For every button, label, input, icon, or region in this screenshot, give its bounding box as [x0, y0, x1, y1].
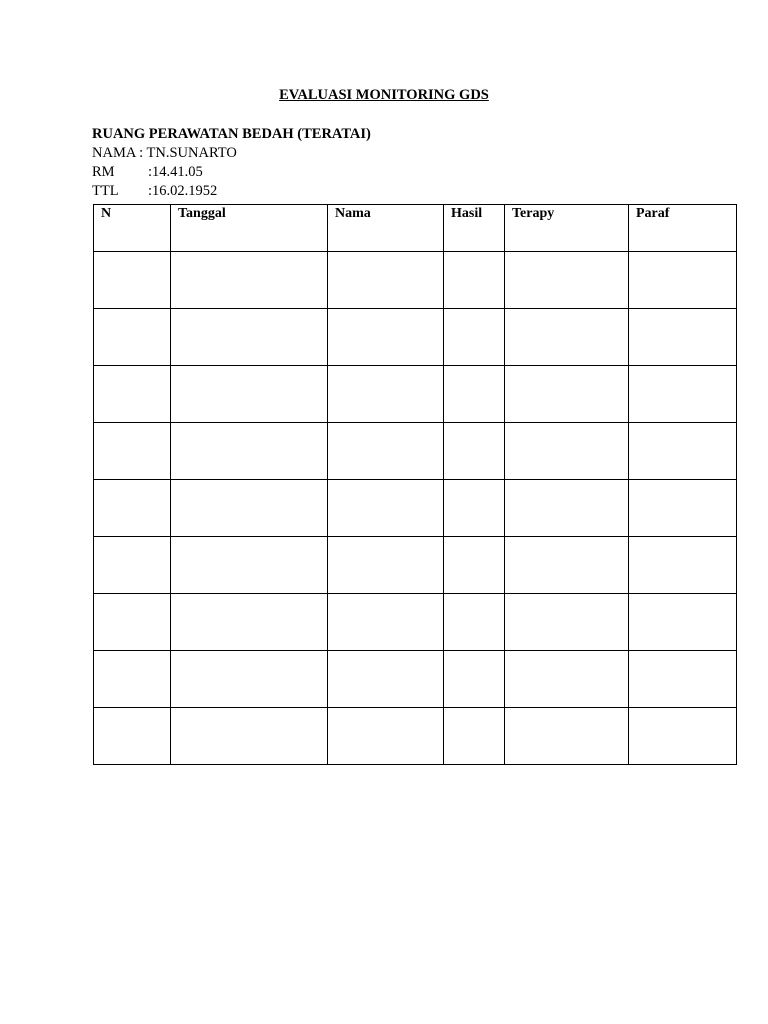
table-cell: [444, 708, 505, 765]
table-cell: [171, 309, 328, 366]
table-cell: [94, 309, 171, 366]
table-cell: [444, 252, 505, 309]
monitoring-table: [93, 204, 737, 765]
table-cell: [328, 423, 444, 480]
table-row: [94, 480, 737, 537]
table-cell: [171, 537, 328, 594]
table-row: [94, 252, 737, 309]
table-cell: [94, 708, 171, 765]
table-cell: [629, 651, 737, 708]
table-cell: [444, 480, 505, 537]
patient-name-row: [92, 144, 371, 163]
table-cell: [505, 252, 629, 309]
table-cell: [328, 366, 444, 423]
table-cell: [94, 594, 171, 651]
table-cell: [328, 537, 444, 594]
table-cell: [94, 423, 171, 480]
table-cell: [328, 708, 444, 765]
patient-rm-label: RM: [92, 164, 115, 180]
table-cell: [505, 423, 629, 480]
table-header-row: [94, 205, 737, 252]
table-cell: [629, 366, 737, 423]
table-cell: [444, 309, 505, 366]
table-cell: [171, 366, 328, 423]
table-cell: [505, 366, 629, 423]
patient-name-value: : TN.SUNARTO: [139, 145, 237, 161]
table-cell: [505, 651, 629, 708]
table-row: [94, 594, 737, 651]
table-cell: [94, 480, 171, 537]
table-cell: [94, 537, 171, 594]
table-row: [94, 309, 737, 366]
patient-info-block: [92, 125, 371, 201]
table-cell: [328, 594, 444, 651]
table-row: [94, 423, 737, 480]
table-cell: [94, 651, 171, 708]
patient-ttl-label: TTL: [92, 183, 119, 199]
patient-rm-value: :14.41.05: [148, 164, 203, 180]
table-cell: [444, 423, 505, 480]
table-cell: [629, 309, 737, 366]
patient-ttl-value: :16.02.1952: [148, 183, 218, 199]
table-cell: [505, 480, 629, 537]
table-cell: [629, 480, 737, 537]
column-header-terapy: Terapy: [505, 205, 629, 252]
column-header-n: N: [94, 205, 171, 252]
table-cell: [171, 423, 328, 480]
table-cell: [505, 708, 629, 765]
table-row: [94, 651, 737, 708]
table-cell: [629, 594, 737, 651]
table-cell: [94, 252, 171, 309]
table-cell: [328, 309, 444, 366]
column-header-paraf: Paraf: [629, 205, 737, 252]
table-row: [94, 537, 737, 594]
table-cell: [328, 252, 444, 309]
table-cell: [444, 537, 505, 594]
column-header-nama: Nama: [328, 205, 444, 252]
document-title: EVALUASI MONITORING GDS: [279, 87, 489, 103]
table-cell: [328, 651, 444, 708]
patient-name-label: NAMA: [92, 145, 136, 161]
table-cell: [505, 537, 629, 594]
table-cell: [629, 252, 737, 309]
table-row: [94, 366, 737, 423]
table-cell: [171, 480, 328, 537]
ward-name: RUANG PERAWATAN BEDAH (TERATAI): [92, 126, 371, 142]
table-cell: [505, 309, 629, 366]
table-cell: [629, 708, 737, 765]
patient-ttl-row: [92, 182, 371, 201]
patient-rm-row: [92, 163, 371, 182]
table-cell: [629, 423, 737, 480]
column-header-tanggal: Tanggal: [171, 205, 328, 252]
table-cell: [171, 651, 328, 708]
table-body: [94, 252, 737, 765]
table-cell: [444, 651, 505, 708]
column-header-hasil: Hasil: [444, 205, 505, 252]
table-cell: [629, 537, 737, 594]
table-cell: [94, 366, 171, 423]
table-cell: [444, 594, 505, 651]
table-cell: [171, 708, 328, 765]
table-cell: [171, 594, 328, 651]
table-row: [94, 708, 737, 765]
table-cell: [328, 480, 444, 537]
table-cell: [444, 366, 505, 423]
table-cell: [171, 252, 328, 309]
table-cell: [505, 594, 629, 651]
